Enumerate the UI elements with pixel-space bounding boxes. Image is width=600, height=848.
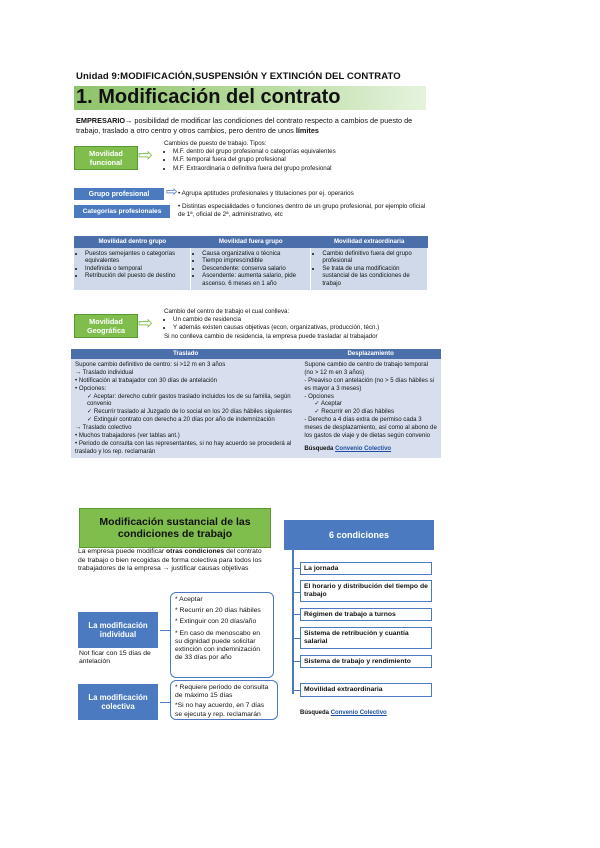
intro-prefix: EMPRESARIO→ [76, 116, 133, 125]
movilidad-table [74, 236, 428, 290]
conditions-connector [292, 550, 294, 694]
ms-description: La empresa puede modificar otras condiciones del contrato de trabajo o bien recogidas de forma colectiva para todos los trabajadores de la empresa → justificar causas objetivas [78, 548, 262, 573]
text-line: • Periodo de consulta con las representantes, si no hay acuerdo se procederá al traslado y los rep. reclamarán [75, 439, 292, 455]
traslado-table [71, 349, 441, 458]
condition-item: La jornada [300, 562, 432, 575]
intro-text: posibilidad de modificar las condiciones del contrato respecto a cambios de puesto de trabajo, traslado a otro centro y otros cambios, pero dentro de unos [76, 116, 413, 135]
section-title: 1. Modificación del contrato [76, 86, 341, 108]
traslado-table-wrap [71, 349, 441, 458]
categorias-text: • Distintas especialidades o funciones dentro de un grupo profesional, por ejemplo oficial de 1ª, oficial de 2ª, administrativo, etc [178, 203, 426, 218]
convenio-link[interactable]: Convenio Colectivo [335, 445, 392, 452]
list-item: • Ascendente: aumenta salario, pide ascenso. 6 meses en 1 año [202, 272, 307, 287]
list-item: • Descendente: conserva salario [202, 265, 307, 273]
categorias-label: Categorías profesionales [74, 205, 170, 218]
list-item: • Causa organizativa o técnica [202, 250, 307, 258]
text-line: - Preaviso con antelación (no > 5 días hábiles si es mayor a 3 meses) [304, 376, 434, 392]
text-line: Supone cambio de centro de trabajo temporal (no > 12 m en 3 años) [304, 360, 429, 376]
list-item: • Un cambio de residencia [173, 316, 444, 324]
connector-line [160, 702, 170, 703]
right-arrow-icon: ⇨ [138, 145, 154, 165]
list-item: • Puestos semejantes o categorías equivalentes [85, 250, 187, 265]
condition-item: Régimen de trabajo a turnos [300, 608, 432, 621]
list-item: ✓ Extinguir contrato con derecho a 20 días por año de indemnización [87, 416, 275, 424]
list-item: * Aceptar [175, 596, 203, 603]
list-item: • Se trata de una modificación sustancial de las condiciones de trabajo [322, 265, 424, 288]
section-title-bar [74, 86, 426, 110]
busqueda-label: Búsqueda [304, 445, 334, 452]
movilidad-funcional-heading: Cambios de puesto de trabajo. Tipos: [164, 140, 267, 147]
busqueda-label: Búsqueda [300, 710, 330, 716]
connector-tick [292, 592, 300, 593]
table-cell [191, 248, 311, 290]
movilidad-geografica-heading: Cambio del centro de trabajo el cual conlleva: [164, 308, 290, 315]
movilidad-geografica-note: Si no conlleva cambio de residencia, la empresa puede trasladar al trabajador [164, 332, 378, 340]
right-arrow-icon: ⇨ [138, 313, 154, 333]
text-line: Supone cambio definitivo de centro: si >12 m en 3 años [75, 360, 226, 368]
six-conditions-title: 6 condiciones [284, 520, 434, 550]
intro-paragraph [76, 116, 426, 136]
list-item: *Si no hay acuerdo, en 7 días se ejecuta y rep. reclamarán [175, 702, 265, 718]
table-header: Movilidad dentro grupo [74, 236, 191, 248]
list-item: • Indefinida o temporal [85, 265, 187, 273]
individual-label: La modificación individual [78, 612, 158, 648]
list-item: ✓ Recurrir traslado al Juzgado de lo social en los 20 días hábiles siguientes [87, 408, 292, 416]
connector-tick [292, 661, 300, 662]
list-item: ✓ Aceptar: derecho cubrir gastos traslado incluidos los de su familia, según convenio [87, 392, 291, 408]
list-item: * Requiere periodo de consulta de máximo 15 días [175, 684, 269, 700]
intro-bold: límites [295, 126, 319, 135]
table-header: Movilidad fuera grupo [191, 236, 311, 248]
convenio-link[interactable]: Convenio Colectivo [330, 710, 387, 716]
table-header: Movilidad extraordinaria [311, 236, 428, 248]
list-item: * Recurrir en 20 días hábiles [175, 607, 261, 615]
table-header: Traslado [71, 349, 300, 359]
text-line: • Opciones: [75, 384, 107, 392]
desplazamiento-options [304, 400, 437, 416]
list-item: • M.F. dentro del grupo profesional o categorías equivalentes [173, 148, 426, 156]
condition-item: Sistema de trabajo y rendimiento [300, 655, 432, 668]
unit-title: Unidad 9:MODIFICACIÓN,SUSPENSIÓN Y EXTINCIÓN DEL CONTRATO [76, 71, 401, 82]
list-item: • M.F. Extraordinaria o definitiva fuera del grupo profesional [173, 165, 426, 173]
movilidad-funcional-label: Movilidad funcional [74, 146, 138, 170]
connector-tick [292, 614, 300, 615]
movilidad-geografica-list [164, 308, 444, 341]
grupo-profesional-label: Grupo profesional [74, 188, 164, 200]
list-item: ✓ Recurrir en 20 días hábiles [314, 408, 395, 416]
connector-line [160, 630, 170, 631]
list-item: • Tiempo imprescindible [202, 257, 307, 265]
table-cell [74, 248, 191, 290]
connector-tick [292, 690, 300, 691]
text-line: → Traslado colectivo [75, 424, 132, 432]
traslado-options [75, 393, 296, 425]
list-item: * Extinguir con 20 días/año [175, 618, 257, 626]
list-item: ✓ Aceptar [314, 400, 342, 408]
colectiva-options-box [170, 680, 278, 720]
text-line: - Opciones [304, 392, 334, 400]
text-line: • Muchos trabajadores (ver tablas ant.) [75, 432, 180, 440]
traslado-cell [71, 359, 300, 458]
movilidad-geografica-label: Movilidad Geográfica [74, 314, 138, 338]
table-header: Desplazamiento [300, 349, 441, 359]
colectiva-label: La modificación colectiva [78, 684, 158, 720]
individual-note: Not ficar con 15 días de antelación [79, 650, 151, 666]
ms-title: Modificación sustancial de las condiciones de trabajo [99, 516, 251, 540]
list-item: • Cambio definitivo fuera del grupo profesional [322, 250, 424, 265]
movilidad-funcional-list [164, 140, 426, 173]
text-line: → Traslado individual [75, 368, 134, 376]
condition-item: Movilidad extraordinaria [300, 683, 432, 697]
connector-tick [292, 568, 300, 569]
list-item: * En caso de menoscabo en su dignidad puede solicitar extinción con indemnización de 33 días por año [175, 629, 261, 662]
table-cell [311, 248, 428, 290]
connector-tick [292, 638, 300, 639]
busqueda-line [300, 710, 387, 716]
individual-options-box [170, 592, 274, 678]
text-line: - Derecho a 4 días extra de permiso cada 3 meses de desplazamiento, así como al abono de los gastos de viaje y de dietas según convenio [304, 416, 437, 440]
busqueda-line [304, 446, 437, 454]
condition-item: Sistema de retribución y cuantía salarial [300, 627, 432, 649]
text-line: • Notificación al trabajador con 30 días de antelación [75, 376, 218, 384]
ms-title-box [79, 508, 271, 548]
list-item: • M.F. temporal fuera del grupo profesional [173, 156, 426, 164]
list-item: • Retribución del puesto de destino [85, 272, 187, 280]
condition-item: El horario y distribución del tiempo de trabajo [300, 580, 432, 602]
right-arrow-icon: ⇨ [166, 183, 178, 199]
grupo-profesional-text: • Agrupa aptitudes profesionales y titulaciones por ej. operarios [178, 190, 354, 197]
list-item: • Y además existen causas objetivas (econ, organizativas, producción, técn.) [173, 324, 444, 332]
desplazamiento-cell [300, 359, 441, 458]
